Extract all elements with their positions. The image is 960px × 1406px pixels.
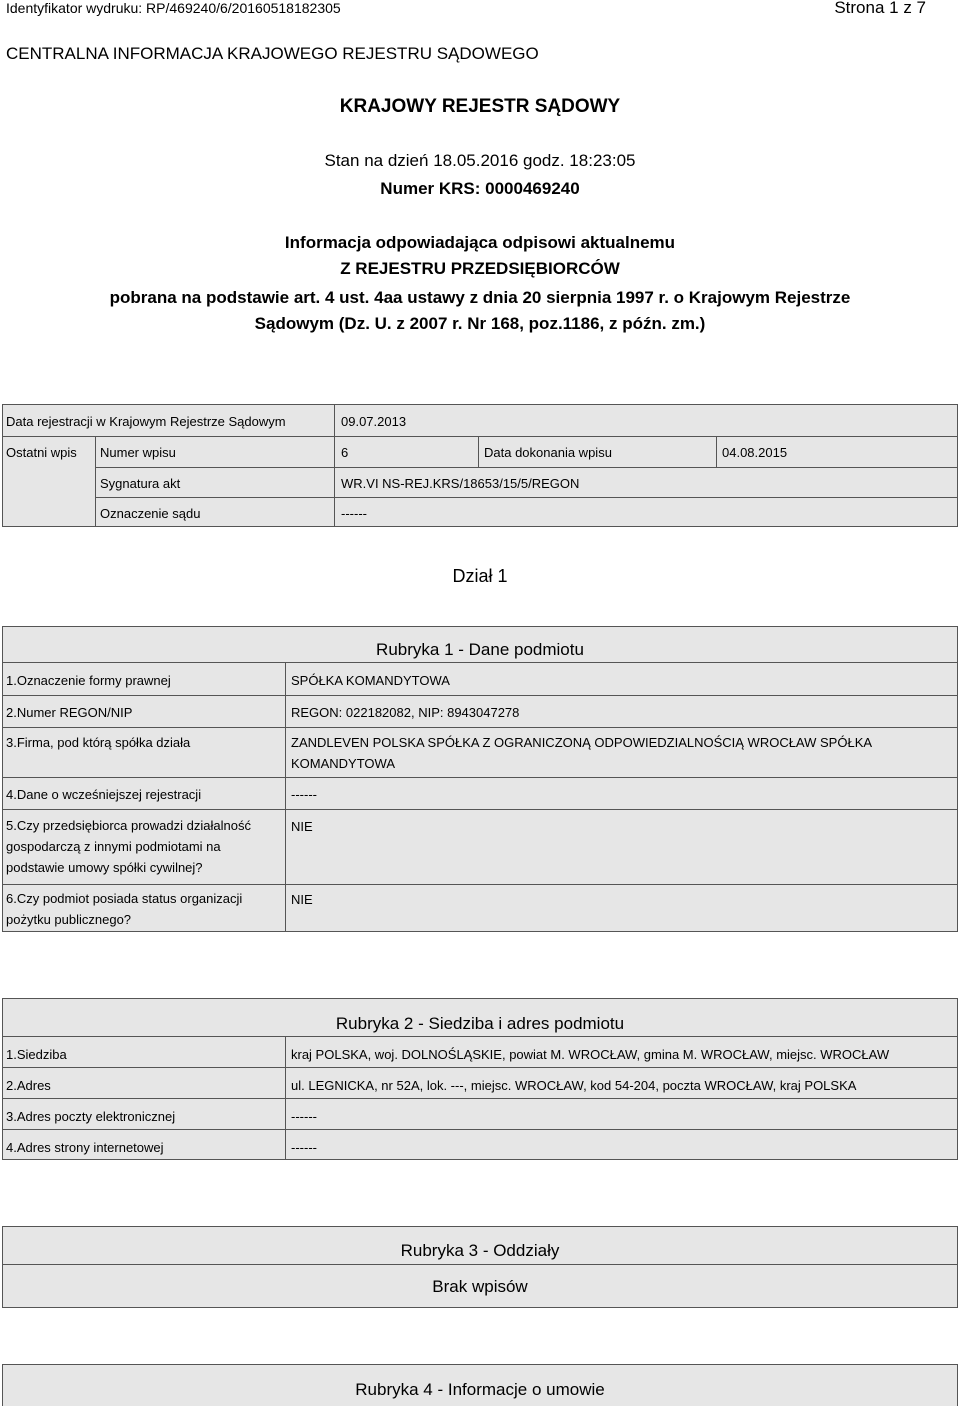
last-entry-label: Ostatni wpis [6, 445, 77, 460]
court-label: Oznaczenie sądu [100, 506, 201, 521]
r2-value-1: kraj POLSKA, woj. DOLNOŚLĄSKIE, powiat M. WROCŁAW, gmina M. WROCŁAW, miejsc. WROCŁAW [291, 1047, 890, 1062]
r1-label-1: 1.Oznaczenie formy prawnej [6, 673, 171, 688]
r1-value-2: REGON: 022182082, NIP: 8943047278 [291, 705, 520, 720]
rubric4-title: Rubryka 4 - Informacje o umowie [355, 1380, 605, 1399]
entry-number-label: Numer wpisu [100, 445, 176, 460]
r1-value-4: ------ [291, 787, 317, 802]
rubric3-empty: Brak wpisów [432, 1277, 528, 1296]
r2-value-3: ------ [291, 1109, 317, 1124]
info-line-2: Z REJESTRU PRZEDSIĘBIORCÓW [340, 259, 620, 278]
org-title: CENTRALNA INFORMACJA KRAJOWEGO REJESTRU SĄDOWEGO [6, 44, 539, 63]
r2-value-2: ul. LEGNICKA, nr 52A, lok. ---, miejsc. WROCŁAW, kod 54-204, poczta WROCŁAW, kraj POLSKA [291, 1078, 857, 1093]
info-line-1: Informacja odpowiadająca odpisowi aktualnemu [284, 233, 676, 252]
page-number: Strona 1 z 7 [834, 0, 926, 17]
r1-label-2: 2.Numer REGON/NIP [6, 705, 133, 720]
signature-value: WR.VI NS-REJ.KRS/18653/15/5/REGON [341, 476, 580, 491]
rubric3-title: Rubryka 3 - Oddziały [400, 1241, 560, 1260]
krs-number: Numer KRS: 0000469240 [380, 179, 580, 198]
r1-label-6: 6.Czy podmiot posiada status organizacji pożytku publicznego? [6, 891, 243, 927]
state-date: Stan na dzień 18.05.2016 godz. 18:23:05 [324, 151, 636, 170]
entry-number-value: 6 [341, 445, 349, 460]
r1-value-6: NIE [291, 892, 313, 907]
rubric1-title: Rubryka 1 - Dane podmiotu [376, 640, 584, 659]
r1-value-5: NIE [291, 819, 313, 834]
rubric1-box [2, 626, 958, 932]
r2-label-1: 1.Siedziba [6, 1047, 67, 1062]
info-line-3: pobrana na podstawie art. 4 ust. 4aa ustawy z dnia 20 sierpnia 1997 r. o Krajowym Rejestrze [109, 288, 851, 307]
r2-label-4: 4.Adres strony internetowej [6, 1140, 164, 1155]
entry-date-label: Data dokonania wpisu [484, 445, 612, 460]
court-value: ------ [341, 506, 367, 521]
signature-label: Sygnatura akt [100, 476, 181, 491]
section-title: Dział 1 [452, 566, 508, 586]
register-title: KRAJOWY REJESTR SĄDOWY [339, 96, 621, 117]
r2-label-2: 2.Adres [6, 1078, 51, 1093]
r1-label-4: 4.Dane o wcześniejszej rejestracji [6, 787, 202, 802]
print-identifier: Identyfikator wydruku: RP/469240/6/20160518182305 [6, 0, 341, 16]
r1-label-5: 5.Czy przedsiębiorca prowadzi działalność gospodarczą z innymi podmiotami na podstawie umowy spółki cywilnej? [6, 818, 251, 875]
r1-value-1: SPÓŁKA KOMANDYTOWA [291, 673, 450, 688]
info-line-4: Sądowym (Dz. U. z 2007 r. Nr 168, poz.1186, z późn. zm.) [254, 314, 706, 333]
rubric2-title: Rubryka 2 - Siedziba i adres podmiotu [335, 1014, 625, 1033]
reg-date-label: Data rejestracji w Krajowym Rejestrze Sądowym [6, 414, 286, 429]
r2-value-4: ------ [291, 1140, 317, 1155]
r2-label-3: 3.Adres poczty elektronicznej [6, 1109, 176, 1124]
r1-value-3: ZANDLEVEN POLSKA SPÓŁKA Z OGRANICZONĄ ODPOWIEDZIALNOŚCIĄ WROCŁAW SPÓŁKA KOMANDYTOWA [291, 735, 872, 771]
entry-date-value: 04.08.2015 [722, 445, 788, 460]
r1-label-3: 3.Firma, pod którą spółka działa [6, 735, 191, 750]
reg-date-value: 09.07.2013 [341, 414, 407, 429]
